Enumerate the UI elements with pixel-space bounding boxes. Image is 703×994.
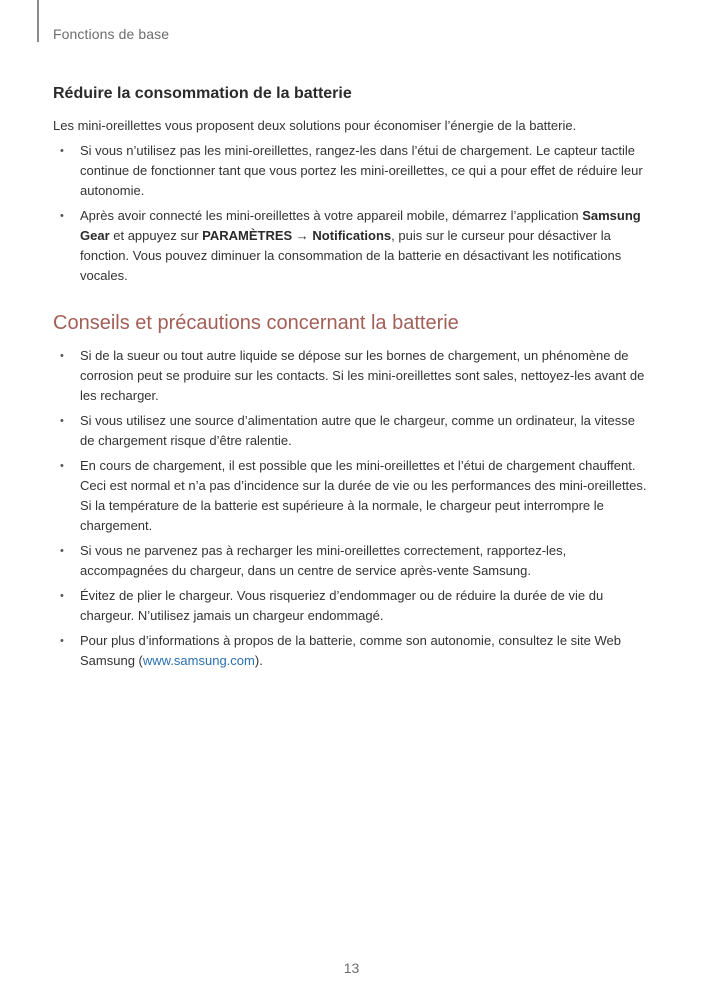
list-item	[53, 411, 653, 451]
battery-saving-list	[53, 141, 653, 286]
list-item	[53, 586, 653, 626]
list-item-text: Si vous ne parvenez pas à recharger les mini-oreillettes correctement, rapportez-les, accompagnées du chargeur, dans un centre de service après-vente Samsung.	[80, 543, 567, 578]
list-item-text-suffix: ).	[254, 653, 263, 668]
list-item	[53, 631, 653, 671]
section-intro: Les mini-oreillettes vous proposent deux solutions pour économiser l’énergie de la batterie.	[53, 118, 577, 133]
app-name: Samsung Gear	[80, 208, 641, 243]
bullet-icon: •	[60, 460, 64, 472]
page-number: 13	[343, 960, 360, 976]
list-item	[53, 456, 653, 536]
bullet-icon: •	[60, 635, 64, 647]
samsung-website-link[interactable]: www.samsung.com	[142, 653, 255, 668]
list-item-text: En cours de chargement, il est possible que les mini-oreillettes et l’étui de chargement chauffent. Ceci est normal et n’a pas d’incidence sur la durée de vie ou les performances des mini-oreillettes. Si la température de la batterie est supérieure à la normale, le chargeur peut interrompre le chargement.	[80, 458, 647, 533]
list-item-text-part: Après avoir connecté les mini-oreillettes à votre appareil mobile, démarrez l’application	[80, 208, 583, 223]
bullet-icon: •	[60, 590, 64, 602]
bullet-icon: •	[60, 545, 64, 557]
list-item-text: Évitez de plier le chargeur. Vous risqueriez d’endommager ou de réduire la durée de vie du chargeur. N’utilisez jamais un chargeur endommagé.	[80, 588, 604, 623]
list-item-text: Si de la sueur ou tout autre liquide se dépose sur les bornes de chargement, un phénomène de corrosion peut se produire sur les contacts. Si les mini-oreillettes sont sales, nettoyez-les avant de les recharger.	[80, 348, 645, 403]
bullet-icon: •	[60, 145, 64, 157]
bullet-icon: •	[60, 210, 64, 222]
section-title-battery-saving: Réduire la consommation de la batterie	[53, 85, 352, 102]
list-item-text: Pour plus d’informations à propos de la batterie, comme son autonomie, consultez le site Web Samsung (	[80, 633, 621, 668]
header-divider	[37, 0, 39, 42]
section-title-battery-tips: Conseils et précautions concernant la batterie	[53, 312, 459, 334]
bullet-icon: •	[60, 415, 64, 427]
battery-tips-list	[53, 346, 653, 671]
main-content	[53, 84, 653, 676]
header-section-label: Fonctions de base	[53, 26, 170, 42]
menu-notifications-label: Notifications	[312, 228, 392, 243]
list-item	[53, 346, 653, 406]
list-item	[53, 206, 653, 286]
menu-settings-label: PARAMÈTRES	[202, 228, 293, 243]
list-item	[53, 541, 653, 581]
list-item-text-part: , puis sur le curseur pour désactiver la fonction. Vous pouvez diminuer la consommation de la batterie en désactivant les notifications vocales.	[80, 228, 622, 283]
list-item-text-part: et appuyez sur	[109, 228, 203, 243]
arrow-icon: →	[292, 228, 313, 243]
list-item	[53, 141, 653, 201]
list-item-text: Si vous utilisez une source d’alimentation autre que le chargeur, comme un ordinateur, la vitesse de chargement risque d’être ralentie.	[80, 413, 635, 448]
list-item-text: Si vous n’utilisez pas les mini-oreillettes, rangez-les dans l’étui de chargement. Le capteur tactile continue de fonctionner tant que vous portez les mini-oreillettes, ce qui a pour effet de réduire leur autonomie.	[80, 143, 643, 198]
bullet-icon: •	[60, 350, 64, 362]
